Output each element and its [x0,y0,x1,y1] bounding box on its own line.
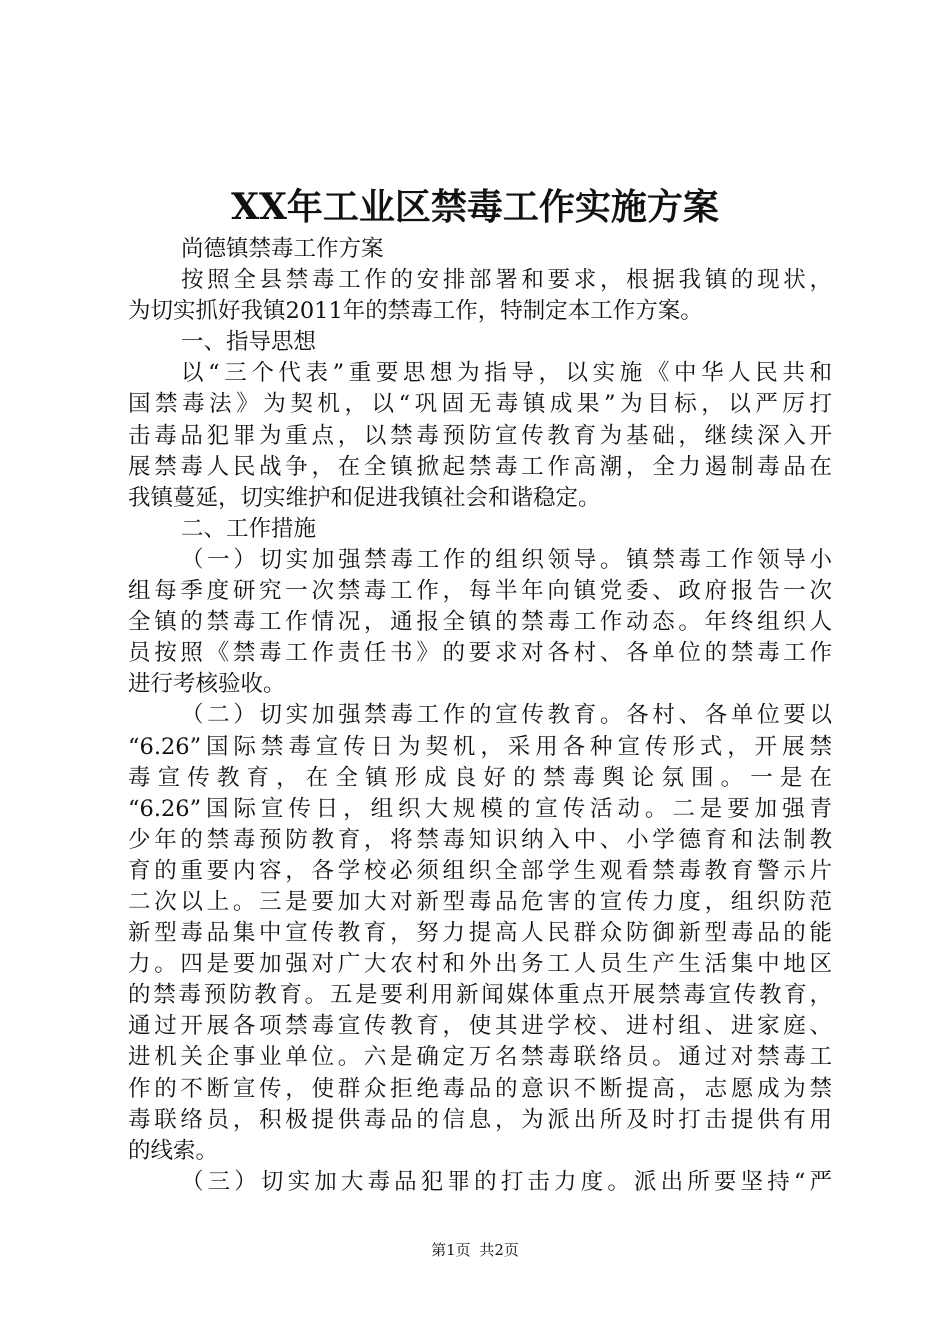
text-line: 组每季度研究一次禁毒工作，每半年向镇党委、政府报告一次 [128,578,832,605]
text-line: 击毒品犯罪为重点，以禁毒预防宣传教育为基础，继续深入开 [128,422,832,449]
page-total: 共2页 [479,1241,519,1259]
text-line: 我镇蔓延，切实维护和促进我镇社会和谐稳定。 [128,484,601,511]
text-line: 二次以上。三是要加大对新型毒品危害的宣传力度，组织防范 [128,888,832,915]
document-title: XX年工业区禁毒工作实施方案 [231,186,719,228]
text-line: 按照全县禁毒工作的安排部署和要求，根据我镇的现状， [181,267,832,294]
text-line: 为切实抓好我镇2011年的禁毒工作，特制定本工作方案。 [128,298,703,325]
text-line: 尚德镇禁毒工作方案 [181,236,384,262]
text-line: 进机关企事业单位。六是确定万名禁毒联络员。通过对禁毒工 [128,1044,832,1071]
text-line: 的禁毒预防教育。五是要利用新闻媒体重点开展禁毒宣传教育， [128,982,832,1009]
text-line: 的线索。 [128,1137,219,1164]
text-line: “6.26”国际禁毒宣传日为契机，采用各种宣传形式，开展禁 [128,733,832,760]
text-line: 少年的禁毒预防教育，将禁毒知识纳入中、小学德育和法制教 [128,826,832,853]
page-footer [0,1240,950,1260]
text-line: 展禁毒人民战争，在全镇掀起禁毒工作高潮，全力遏制毒品在 [128,453,832,480]
text-line: 育的重要内容，各学校必须组织全部学生观看禁毒教育警示片 [128,857,832,884]
text-line: 国禁毒法》为契机，以“巩固无毒镇成果”为目标，以严厉打 [128,391,832,418]
text-line: 新型毒品集中宣传教育，努力提高人民群众防御新型毒品的能 [128,920,832,947]
text-line: 员按照《禁毒工作责任书》的要求对各村、各单位的禁毒工作 [128,640,832,667]
page-number: 第1页 [431,1241,471,1259]
text-line: （三）切实加大毒品犯罪的打击力度。派出所要坚持“严 [181,1168,832,1195]
text-line: 二、工作措施 [181,515,317,542]
text-line: 作的不断宣传，使群众拒绝毒品的意识不断提高，志愿成为禁 [128,1075,832,1102]
text-line: 以“三个代表”重要思想为指导，以实施《中华人民共和 [181,360,832,387]
text-line: （一）切实加强禁毒工作的组织领导。镇禁毒工作领导小 [181,546,832,573]
text-line: 一、指导思想 [181,329,317,356]
text-line: “6.26”国际宣传日，组织大规模的宣传活动。二是要加强青 [128,795,832,822]
text-line: 毒宣传教育，在全镇形成良好的禁毒舆论氛围。一是在 [128,764,832,791]
text-line: 进行考核验收。 [128,671,286,698]
text-line: 通过开展各项禁毒宣传教育，使其进学校、进村组、进家庭、 [128,1013,832,1040]
document-body [128,234,832,1198]
text-line: 毒联络员，积极提供毒品的信息，为派出所及时打击提供有用 [128,1106,832,1133]
text-line: 全镇的禁毒工作情况，通报全镇的禁毒工作动态。年终组织人 [128,609,832,636]
text-line: （二）切实加强禁毒工作的宣传教育。各村、各单位要以 [181,702,832,729]
text-line: 力。四是要加强对广大农村和外出务工人员生产生活集中地区 [128,951,832,978]
